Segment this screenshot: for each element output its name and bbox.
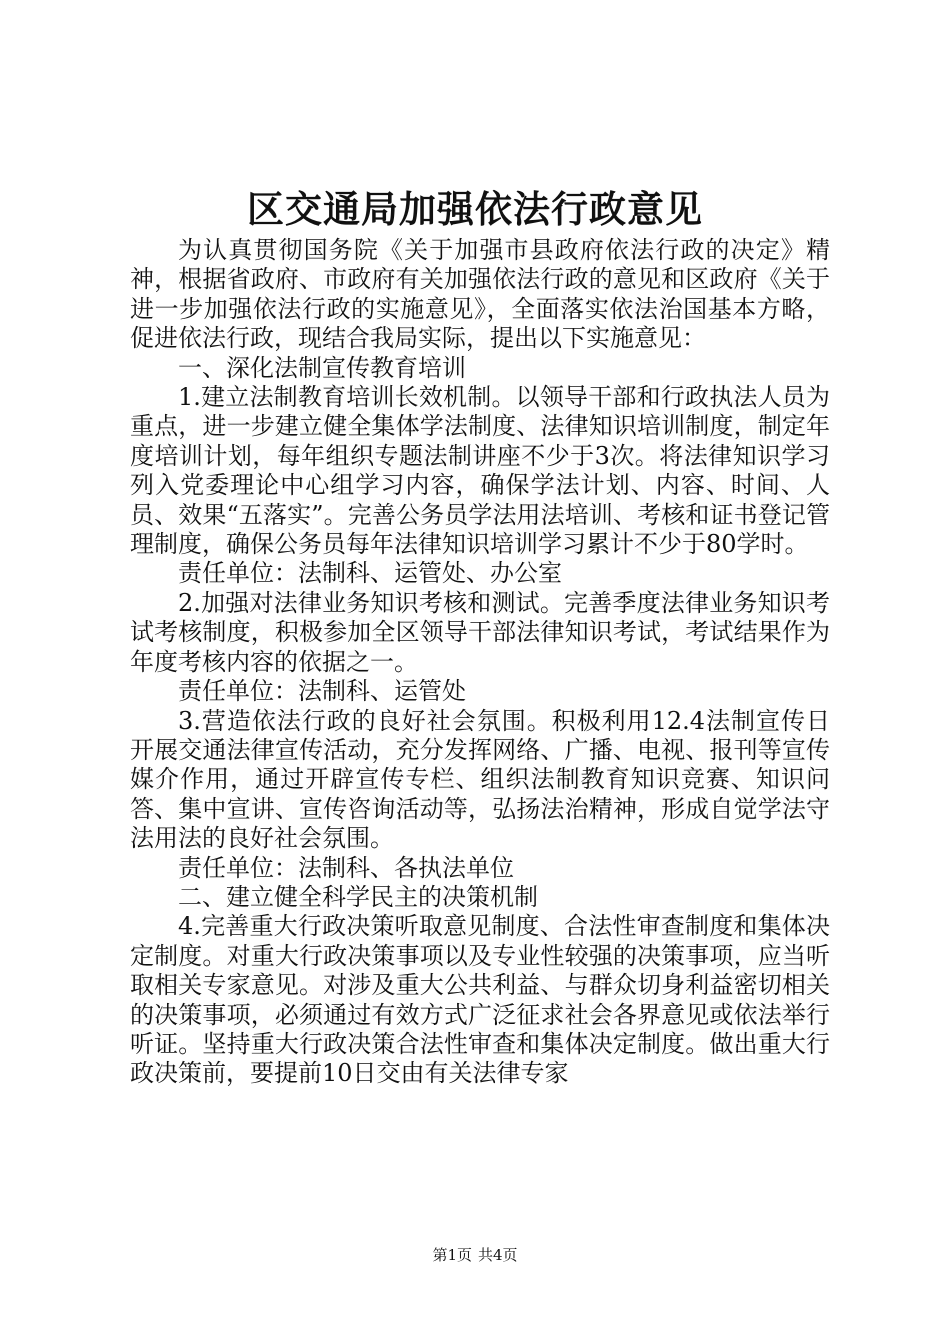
responsible-unit: 责任单位：法制科、各执法单位: [178, 853, 514, 882]
section-heading: 二、建立健全科学民主的决策机制: [178, 882, 538, 911]
page-number: 第1页: [432, 1246, 472, 1264]
section-heading: 一、深化法制宣传教育培训: [178, 353, 466, 382]
responsible-unit: 责任单位：法制科、运管处: [178, 677, 466, 706]
intro-paragraph: 为认真贯彻国务院《关于加强市县政府依法行政的决定》精神，根据省政府、市政府有关加强依法行政的意见和区政府《关于进一步加强依法行政的实施意见》，全面落实依法治国基本方略，促进依法行政，现结合我局实际，提出以下实施意见：: [130, 236, 830, 353]
document-body: [130, 236, 830, 1089]
body-paragraph: 2.加强对法律业务知识考核和测试。完善季度法律业务知识考试考核制度，积极参加全区领导干部法律知识考试，考试结果作为年度考核内容的依据之一。: [130, 588, 830, 676]
body-paragraph: 4.完善重大行政决策听取意见制度、合法性审查制度和集体决定制度。对重大行政决策事项以及专业性较强的决策事项，应当听取相关专家意见。对涉及重大公共利益、与群众切身利益密切相关的决策事项，必须通过有效方式广泛征求社会各界意见或依法举行听证。坚持重大行政决策合法性审查和集体决定制度。做出重大行政决策前，要提前10日交由有关法律专家: [130, 912, 830, 1088]
body-paragraph: 1.建立法制教育培训长效机制。以领导干部和行政执法人员为重点，进一步建立健全集体学法制度、法律知识培训制度，制定年度培训计划，每年组织专题法制讲座不少于3次。将法律知识学习列入党委理论中心组学习内容，确保学法计划、内容、时间、人员、效果“五落实”。完善公务员学法用法培训、考核和证书登记管理制度，确保公务员每年法律知识培训学习累计不少于80学时。: [130, 383, 830, 559]
page-footer: [0, 1245, 950, 1265]
body-paragraph: 3.营造依法行政的良好社会氛围。积极利用12.4法制宣传日开展交通法律宣传活动，充分发挥网络、广播、电视、报刊等宣传媒介作用，通过开辟宣传专栏、组织法制教育知识竞赛、知识问答、集中宣讲、宣传咨询活动等，弘扬法治精神，形成自觉学法守法用法的良好社会氛围。: [130, 706, 830, 853]
document-title: 区交通局加强依法行政意见: [247, 188, 703, 231]
responsible-unit: 责任单位：法制科、运管处、办公室: [178, 559, 562, 588]
page-total: 共4页: [478, 1246, 518, 1264]
